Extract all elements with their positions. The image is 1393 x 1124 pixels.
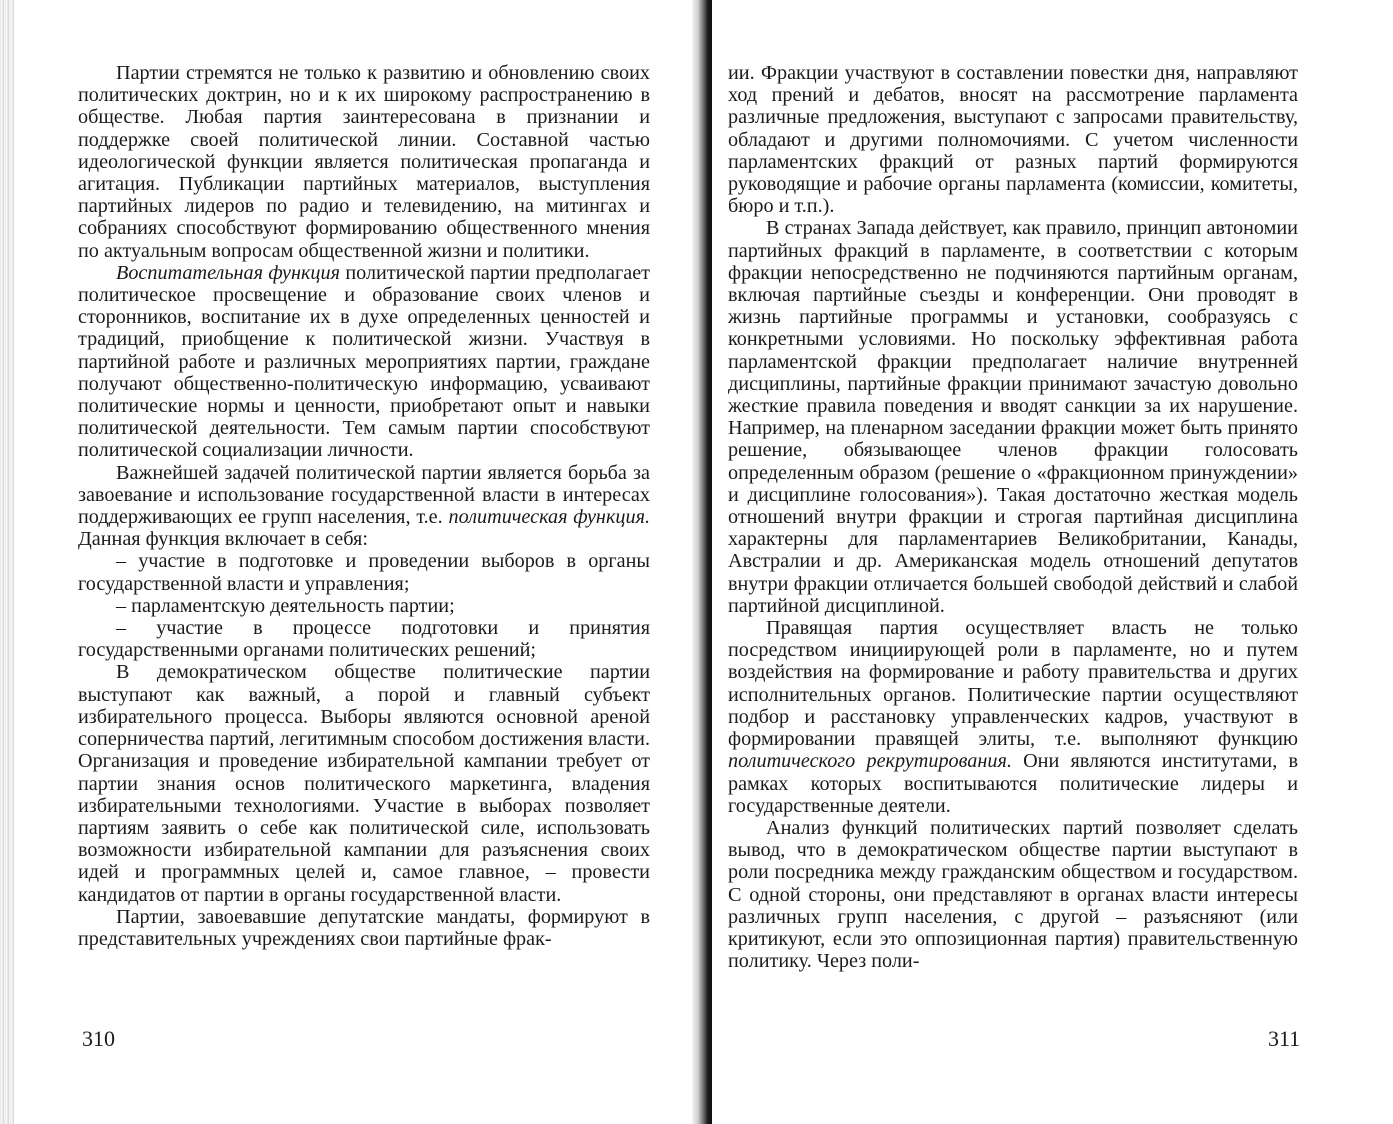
paragraph: В демократическом обществе политические партии выступают как важный, а порой и главный субъект избирательного процесса. Выборы являются основной ареной соперничества партий, легитимным способом достижения власти. Организация и проведение избирательной кампании требует от партии знания основ политического маркетинга, владения избирательными технологиями. Участие в выборах позволяет партиям заявить о себе как политической силе, использовать возможности избирательной кампании для разъяснения своих идей и программных целей и, самое главное, – провести кандидатов от партии в органы государственной власти. <box>78 661 650 906</box>
paragraph: Воспитательная функция политической партии предполагает политическое просвещение и образование своих членов и сторонников, воспитание их в духе определенных ценностей и традиций, приобщение к политической жизни. Участвуя в партийной работе и различных мероприятиях партии, граждане получают общественно-политическую информацию, усваивают политические нормы и ценности, приобретают опыт и навыки политической деятельности. Тем самым партии способствуют политической социализации личности. <box>78 261 650 462</box>
list-item: – участие в подготовке и проведении выборов в органы государственной власти и управления; <box>78 550 650 595</box>
term-italic: политического рекрутирования. <box>728 750 1012 773</box>
paragraph: Партии, завоевавшие депутатские мандаты, формируют в представительных учреждениях свои партийные фрак- <box>78 905 650 950</box>
paragraph: Партии стремятся не только к развитию и обновлению своих политических доктрин, но и к их широкому распространению в обществе. Любая партия заинтересована в признании и поддержке своей политической линии. Составной частью идеологической функции является политическая пропаганда и агитация. Публикации партийных материалов, выступления партийных лидеров по радио и телевидению, на митингах и собраниях способствуют формированию общественного мнения по актуальным вопросам общественной жизни и политики. <box>78 62 650 262</box>
term-italic: Воспитательная функция <box>116 261 341 284</box>
paragraph: Правящая партия осуществляет власть не только посредством инициирующей роли в парламенте, но и путем воздействия на формирование и работу правительства и других исполнительных органов. Политические партии осуществляют подбор и расстановку управленческих кадров, участвуют в формировании правящей элиты, т.е. выполняют функцию политического рекрутирования. Они являются институтами, в рамках которых воспитываются политические лидеры и государственные деятели. <box>728 617 1298 817</box>
page-edge <box>0 0 14 1124</box>
left-page <box>0 0 692 1124</box>
paragraph: Важнейшей задачей политической партии является борьба за завоевание и использование государственной власти в интересах поддерживающих ее групп населения, т.е. политическая функция. Данная функция включает в себя: <box>78 461 651 551</box>
paragraph: В странах Запада действует, как правило, принцип автономии партийных фракций в парламенте, в соответствии с которым фракции непосредственно не подчиняются партийным органам, включая партийные съезды и конференции. Они проводят в жизнь партийные программы и установки, сообразуясь с конкретными условиями. Но поскольку эффективная работа парламентской фракции предполагает наличие внутренней дисциплины, партийные фракции принимают зачастую довольно жесткие правила поведения и вводят санкции за их нарушение. Например, на пленарном заседании фракции может быть принято решение, обязывающее членов фракции голосовать определенным образом (решение о «фракционном принуждении» и дисциплине голосования»). Такая достаточно жесткая модель отношений внутри фракции и строгая партийная дисциплина характерны для парламентариев Великобритании, Канады, Австралии и др. Американская модель отношений депутатов внутри фракции отличается большей свободой действий и слабой партийной дисциплиной. <box>728 217 1298 617</box>
list-item: – участие в процессе подготовки и принятия государственными органами политических решений; <box>78 617 650 662</box>
paragraph: ии. Фракции участвуют в составлении повестки дня, направляют ход прений и дебатов, вносят на рассмотрение парламента различные предложения, выступают с запросами правительству, обладают и другими полномочиями. С учетом численности парламентских фракций от разных партий формируются руководящие и рабочие органы парламента (комиссии, комитеты, бюро и т.п.). <box>728 62 1298 218</box>
term-italic: политическая функция. <box>448 506 651 529</box>
paragraph: Анализ функций политических партий позволяет сделать вывод, что в демократическом обществе партии выступают в роли посредника между гражданским обществом и государством. С одной стороны, они представляют в органах власти интересы различных групп населения, с другой – разъясняют (или критикуют, если это оппозиционная партия) правительственную политику. Через поли- <box>728 816 1298 973</box>
page-number: 310 <box>82 1026 115 1051</box>
right-page-text <box>728 62 1298 972</box>
list-item: – парламентскую деятельность партии; <box>116 594 455 617</box>
page-number: 311 <box>1268 1026 1301 1051</box>
left-page-text <box>78 62 650 950</box>
